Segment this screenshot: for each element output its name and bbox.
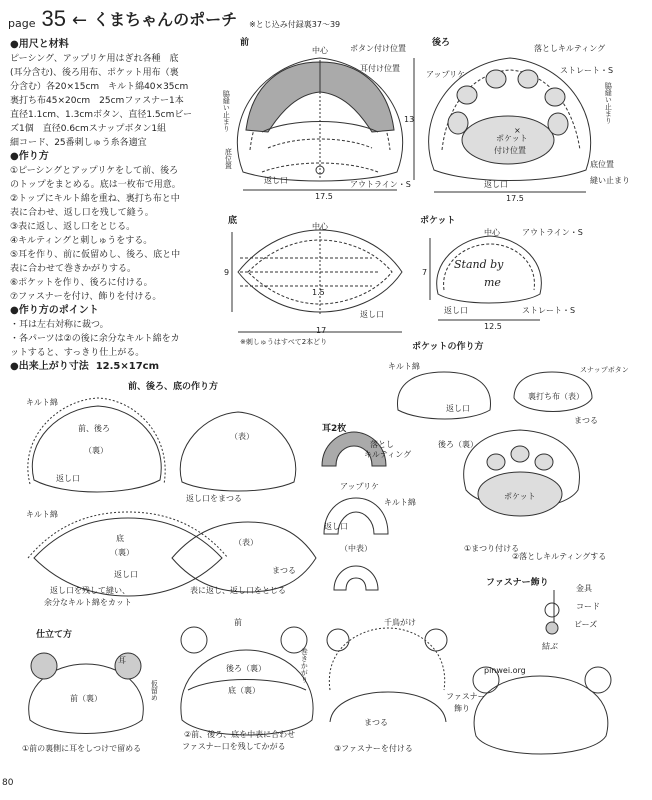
materials-line: 裏打ち布45×20cm 25cmファスナー1本 <box>10 96 184 106</box>
assembly-title: 仕立て方 <box>36 630 73 640</box>
finished-heading: ●出来上がり寸法 <box>10 361 89 372</box>
page-number: 35 <box>41 6 66 31</box>
pm-lining: 裏打ち布（表） <box>528 392 584 401</box>
back-pocket: ポケット <box>496 134 528 143</box>
supplement-ref: ※とじ込み付録裏37〜39 <box>249 20 341 29</box>
bm-ura-1: （裏） <box>84 446 108 455</box>
pm-return: 返し口 <box>446 404 470 413</box>
point-line: ・各パーツは②の後に余分なキルト綿をカ <box>10 334 180 344</box>
bm-omote-1: （表） <box>230 432 254 441</box>
pocket-straight: ストレート・S <box>522 306 576 315</box>
bm-bottom: 底 <box>116 534 124 543</box>
front-width: 17.5 <box>315 192 333 201</box>
ear-drop-2: キルティング <box>364 450 412 459</box>
bm-quilt-1: キルト綿 <box>26 398 58 407</box>
finished-value: 12.5×17cm <box>95 361 160 372</box>
step-line: 表に合わせて巻きかがりする。 <box>10 264 137 274</box>
back-width: 17.5 <box>506 194 524 203</box>
pm-pocket: ポケット <box>504 492 536 501</box>
page-label: page <box>8 17 36 30</box>
step-line: 表に合わせ、返し口を残して縫う。 <box>10 208 154 218</box>
bottom-title: 底 <box>228 216 238 226</box>
pocket-text-2: me <box>484 276 501 289</box>
front-title: 前 <box>240 38 250 48</box>
ear-quilt: キルト綿 <box>384 498 416 507</box>
step-line: ②トップにキルト綿を重ね、裏打ち布と中 <box>10 194 180 204</box>
back-x-mark: × <box>514 126 521 135</box>
back-title: 後ろ <box>432 38 451 48</box>
bottom-center: 中心 <box>312 222 328 231</box>
materials-line: (耳分含む)、後ろ用布、ポケット用布（裏 <box>10 68 179 78</box>
pocket-text-1: Stand by <box>454 258 504 271</box>
pm-snap: スナップボタン <box>580 366 629 374</box>
as-whip: 巻きかがり <box>300 648 309 683</box>
bottom-height: 9 <box>224 268 230 277</box>
steps-heading: ●作り方 <box>10 151 49 162</box>
zd-cord: コード <box>576 602 600 611</box>
front-ear-pos: 耳付け位置 <box>360 64 400 73</box>
step-line: ④キルティングと刺しゅうをする。 <box>10 236 153 246</box>
pocket-make-title: ポケットの作り方 <box>412 342 484 352</box>
body-make-title: 前、後ろ、底の作り方 <box>128 382 219 392</box>
ear-nakaomote: （中表） <box>340 544 372 553</box>
pocket-center: 中心 <box>484 228 500 237</box>
front-height: 13 <box>404 115 415 124</box>
as-zip-deco-1: ファスナー <box>446 692 486 701</box>
step-line: のトップをまとめる。底は一枚布で用意。 <box>10 180 181 190</box>
bm-matsuru: まつる <box>272 566 296 575</box>
as-tack: 仮留め <box>150 680 159 701</box>
pocket-height: 7 <box>422 268 428 277</box>
materials-line: 直径1.1cm、1.3cmボタン、直径1.5cmビー <box>10 110 193 120</box>
materials-heading: ●用尺と材料 <box>10 39 69 50</box>
bm-caption-2a: 返し口を残して縫い、 <box>50 586 130 595</box>
materials-line: ズ1個 直径0.6cmスナップボタン1組 <box>10 124 167 134</box>
step-line: ⑦ファスナーを付け、飾りを付ける。 <box>10 292 162 302</box>
as-back-ura: 後ろ（裏） <box>226 664 266 673</box>
pm-caption-2: ②落としキルティングする <box>512 552 607 561</box>
front-piece-diagram <box>237 58 414 190</box>
materials-line: 細コード、25番刺しゅう糸各適宜 <box>10 138 147 148</box>
pocket-outline: アウトライン・S <box>522 228 583 237</box>
pm-matsuru: まつる <box>574 416 598 425</box>
zd-kanagu: 金具 <box>576 584 592 593</box>
zd-beads: ビーズ <box>574 620 598 629</box>
bm-ura-2: （裏） <box>110 548 134 557</box>
bottom-inner: 1.5 <box>312 288 325 297</box>
step-line: ⑥ポケットを作り、後ろに付ける。 <box>10 278 153 288</box>
bm-omote-2: （表） <box>234 538 258 547</box>
ear-applique: アップリケ <box>340 482 379 491</box>
back-return: 返し口 <box>484 180 508 189</box>
bm-caption-1: 返し口をまつる <box>186 494 242 503</box>
points-heading: ●作り方のポイント <box>10 305 99 316</box>
pocket-title: ポケット <box>420 216 456 226</box>
as-caption-2b: ファスナー口を残してかがる <box>182 742 286 751</box>
as-bottom-ura: 底（裏） <box>228 686 260 695</box>
zd-knot: 結ぶ <box>542 642 558 651</box>
as-herring: 千鳥がけ <box>384 618 416 627</box>
as-front: 前 <box>234 618 242 627</box>
as-zip-deco-2: 飾り <box>454 704 470 713</box>
bm-quilt-2: キルト綿 <box>26 510 58 519</box>
point-line: ・耳は左右対称に裁つ。 <box>10 320 109 330</box>
page-number-footer: 80 <box>2 778 14 788</box>
zipper-deco-diagram <box>545 590 559 634</box>
as-matsuru: まつる <box>364 718 388 727</box>
as-caption-1: ①前の裏側に耳をしつけで留める <box>22 744 142 753</box>
materials-line: 分含む）各20×15cm キルト綿40×35cm <box>10 82 189 92</box>
ear-return: 返し口 <box>324 522 348 531</box>
bm-return-2: 返し口 <box>114 570 138 579</box>
back-drop-quilt: 落としキルティング <box>534 44 606 53</box>
front-return: 返し口 <box>264 176 288 185</box>
bm-return-1: 返し口 <box>56 474 80 483</box>
back-side-stop: 脇縫い止まり <box>604 82 613 124</box>
as-caption-2a: ②前、後ろ、底を中表に合わせ <box>184 730 296 739</box>
as-front-ura: 前（裏） <box>70 694 102 703</box>
step-line: ⑤耳を作り、前に仮留めし、後ろ、底と中 <box>10 250 181 260</box>
back-sewstop: 縫い止まり <box>590 176 630 185</box>
step-line: ③表に返し、返し口をとじる。 <box>10 222 136 232</box>
zip-deco-title: ファスナー飾り <box>486 578 549 588</box>
front-outline: アウトライン・S <box>350 180 411 189</box>
watermark-brand: pinwei.org <box>484 666 526 675</box>
pocket-return: 返し口 <box>444 306 468 315</box>
bottom-return: 返し口 <box>360 310 384 319</box>
front-bottom-pos: 底位置 <box>224 148 233 169</box>
bm-front-back: 前、後ろ <box>78 424 110 433</box>
embroidery-note: ※刺しゅうはすべて2本どり <box>240 338 328 346</box>
back-bottom-pos: 底位置 <box>590 160 614 169</box>
ear-title: 耳2枚 <box>322 424 347 434</box>
arrow-left-icon: ← <box>71 10 88 31</box>
back-applique: アップリケ <box>426 70 465 79</box>
step-line: ①ピーシングとアップリケをして前、後ろ <box>10 166 179 176</box>
assembly-diagrams <box>29 627 611 754</box>
as-caption-3: ③ファスナーを付ける <box>334 744 413 753</box>
page-title: くまちゃんのポーチ <box>93 10 238 29</box>
point-line: ットすると、すっきり仕上がる。 <box>10 348 145 358</box>
front-button-pos: ボタン付け位置 <box>350 44 406 53</box>
pocket-width: 12.5 <box>484 322 502 331</box>
ear-drop-1: 落とし <box>370 440 394 449</box>
bm-caption-3: 表に返し、返し口をとじる <box>190 586 286 595</box>
as-ear: 耳 <box>118 656 126 665</box>
pm-quilt: キルト綿 <box>388 362 420 371</box>
bottom-width: 17 <box>316 326 327 335</box>
bm-caption-2b: 余分なキルト綿をカット <box>44 598 132 607</box>
back-pocket-pos: 付け位置 <box>494 146 526 155</box>
pm-back-ura: 後ろ（裏） <box>438 440 478 449</box>
back-straight: ストレート・S <box>560 66 614 75</box>
materials-line: ピーシング、アップリケ用はぎれ各種 底 <box>10 54 179 64</box>
front-side-stop: 脇縫い止まり <box>222 90 231 132</box>
pm-caption-1: ①まつり付ける <box>464 544 520 553</box>
front-center: 中心 <box>312 46 328 55</box>
